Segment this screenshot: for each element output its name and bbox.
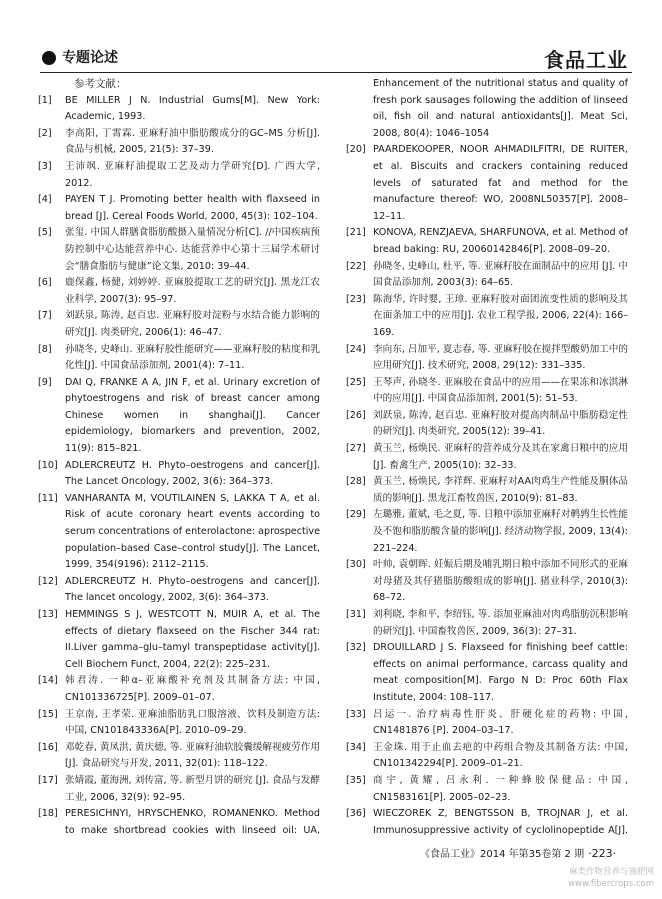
reference-item (38, 458, 320, 491)
reference-item (38, 607, 320, 673)
references-heading: 参考文献： (74, 78, 127, 90)
reference-number: [13] (38, 609, 58, 620)
references-list-left (38, 93, 320, 838)
reference-number: [11] (38, 492, 58, 504)
reference-item (38, 93, 320, 126)
reference-item (346, 507, 628, 557)
reference-item (38, 491, 320, 574)
reference-number: [36] (346, 808, 366, 820)
reference-item (38, 225, 320, 275)
watermark-url: www.fibercrops.com (568, 879, 654, 889)
reference-continuation: Enhancement of the nutritional status and quality of fresh pork sausages following the addition of linseed oil, fish oil and natural antioxidants[J]. Meat Sci, 2008, 80(4): 1046–1054 (373, 78, 628, 139)
reference-number: [4] (38, 194, 52, 206)
reference-item (346, 259, 628, 292)
references-right-column (346, 76, 628, 838)
reference-number: [10] (38, 459, 58, 471)
reference-number: [9] (38, 376, 52, 388)
reference-item (346, 441, 628, 474)
reference-number: [7] (38, 310, 52, 322)
watermark (568, 866, 654, 890)
references-list-right (346, 142, 628, 838)
reference-number: [23] (346, 293, 366, 305)
reference-text: WIECZOREK Z, BENGTSSON B, TROJNAR J, et al. Immunosuppressive activity of cyclolinopeptide A[J]. (373, 808, 628, 836)
header-rule (40, 72, 632, 73)
reference-number: [17] (38, 774, 58, 786)
reference-item (346, 806, 628, 838)
reference-item (346, 607, 628, 640)
reference-item (38, 159, 320, 192)
reference-text: 吕运一. 治疗病毒性肝炎、肝硬化症的药物: 中国, CN1481876 [P]. 2004–03–17. (373, 708, 628, 737)
reference-item (38, 806, 320, 838)
reference-number: [25] (346, 376, 366, 388)
reference-item (346, 640, 628, 706)
reference-number: [33] (346, 708, 366, 720)
reference-number: [18] (38, 808, 58, 820)
reference-number: [2] (38, 127, 52, 139)
reference-text: 黄玉兰, 杨焕民, 李祥辉. 亚麻籽对AA肉鸡生产性能及胴体品质的影响[J]. 黑龙江畜牧兽医, 2010(9): 81–83. (373, 476, 628, 504)
reference-item (38, 673, 320, 706)
reference-number: [27] (346, 443, 366, 455)
reference-item (346, 225, 628, 258)
reference-text: 李高阳, 丁霄霖. 亚麻籽油中脂肪酸成分的GC–MS 分析[J]. 食品与机械, 2005, 21(5): 37–39. (65, 127, 320, 156)
reference-text: DROUILLARD J S. Flaxseed for finishing beef cattle: effects on animal performance, carcass quality and meat composition[M]. Fargo N D: Proc 60th Flax Institute, 2004: 108–117. (373, 642, 628, 703)
reference-text: 王京南, 王孝荣. 亚麻油脂肪乳口服溶液、饮料及制造方法: 中国, CN101843336A[P]. 2010–09–29. (65, 708, 320, 737)
reference-number: [5] (38, 227, 52, 239)
reference-item (38, 707, 320, 740)
reference-text: 王琴声, 孙晓冬. 亚麻胶在食品中的应用——在果冻和冰淇淋中的应用[J]. 中国食品添加剂, 2001(5): 51–53. (373, 376, 628, 405)
reference-number: [34] (346, 741, 366, 753)
reference-text: KONOVA, RENZJAEVA, SHARFUNOVA, et al. Method of bread baking: RU, 20060142846[P]. 2008–09–20. (373, 227, 628, 255)
reference-item (346, 342, 628, 375)
reference-item (346, 474, 628, 507)
reference-text: 黄玉兰, 杨焕民. 亚麻籽的营养成分及其在家禽日粮中的应用[J]. 畜禽生产, 2005(10): 32–33. (373, 443, 628, 471)
reference-item (38, 773, 320, 806)
reference-item (346, 740, 628, 773)
reference-item (346, 375, 628, 408)
section-bullet-icon (42, 51, 56, 65)
reference-number: [16] (38, 741, 58, 753)
reference-number: [6] (38, 277, 52, 289)
reference-text: 张玺. 中国人群膳食脂肪酸摄入量情况分析[C]. //中国疾病预防控制中心达能营养中心. 达能营养中心第十三届学术研讨会“膳食脂肪与健康”论文集, 2010: 39–44. (65, 227, 320, 272)
reference-number: [30] (346, 559, 366, 571)
reference-text: ADLERCREUTZ H. Phyto–oestrogens and cancer[J]. The lancet oncology, 2002, 3(6): 364–373. (65, 575, 320, 604)
reference-number: [26] (346, 409, 366, 421)
journal-issue: 《食品工业》2014 年第35卷第 2 期 (420, 849, 585, 860)
reference-item (38, 375, 320, 458)
reference-number: [12] (38, 575, 58, 587)
reference-text: 刘跃泉, 陈涛, 赵百忠. 亚麻籽胶对提高肉制品中脂肪稳定性的研究[J]. 肉类研究, 2005(12): 39–41. (373, 409, 628, 438)
reference-text: HEMMINGS S J, WESTCOTT N, MUIR A, et al. The effects of dietary flaxseed on the Fischer 344 rat: II.Liver gamma–glu–tamyl transpeptidase activity[J]. Cell Biochem Funct, 2004, 22(2): 225–231. (65, 609, 320, 670)
reference-number: [20] (346, 144, 366, 156)
reference-text: 左璐雅, 董斌, 毛之夏, 等. 日粮中添加亚麻籽对鹌鹑生长性能及不饱和脂肪酸含量的影响[J]. 经济动物学报, 2009, 13(4): 221–224. (373, 509, 628, 554)
reference-item (38, 308, 320, 341)
reference-number: [32] (346, 642, 366, 654)
reference-text: 邓乾春, 黄凤洪, 黄庆德, 等. 亚麻籽油软胶囊缓解视疲劳作用[J]. 食品研究与开发, 2011, 32(01): 118–122. (65, 741, 320, 770)
reference-text: 张婧霞, 董海洲, 刘传富, 等. 新型月饼的研究 [J]. 食品与发酵工业, 2006, 32(9): 92–95. (65, 774, 320, 803)
page-number: ·223· (588, 847, 617, 860)
page-footer (420, 845, 616, 860)
reference-number: [8] (38, 343, 52, 355)
reference-text: BE MILLER J N. Industrial Gums[M]. New York: Academic, 1993. (65, 94, 320, 123)
reference-text: 韩君涛. 一种α–亚麻酸补充剂及其制备方法: 中国, CN101336725[P]. 2009–01–07. (65, 675, 320, 703)
reference-text: VANHARANTA M, VOUTILAINEN S, LAKKA T A, et al. Risk of acute coronary heart events according to serum concentrations of enterolactone: aprospective population–based Case–control study[J]. The Lancet, 1999, 354(9196): 2112–2115. (65, 492, 320, 571)
reference-number: [35] (346, 774, 366, 786)
reference-number: [21] (346, 227, 366, 239)
reference-text: 李向东, 吕加平, 夏志春, 等. 亚麻籽胶在搅拌型酸奶加工中的应用研究[J]. 技术研究, 2008, 29(12): 331–335. (373, 343, 628, 372)
reference-text: PAYEN T J. Promoting better health with flaxseed in bread [J]. Cereal Foods World, 2000, 45(3): 102–104. (65, 194, 320, 222)
watermark-site-name: 麻类作物营养与施肥网 (568, 867, 654, 877)
reference-text: 商宇, 黄耀, 吕永利. 一种蜂胶保健品: 中国, CN1583161[P]. 2005–02–23. (373, 774, 628, 803)
reference-item (38, 192, 320, 225)
reference-text: 孙晓冬, 史峰山. 亚麻籽胶性能研究——亚麻籽胶的粘度和乳化性[J]. 中国食品添加剂, 2001(4): 7–11. (65, 343, 320, 372)
references-left-column (38, 76, 320, 838)
reference-text: PERESICHNYI, HRYSCHENKO, ROMANENKO. Method to make shortbread cookies with linseed oil: UA, (65, 808, 320, 836)
reference-number: [29] (346, 509, 366, 521)
journal-logo: 食品工业 (544, 48, 628, 72)
page-header (40, 48, 630, 72)
reference-item (346, 773, 628, 806)
reference-item (346, 557, 628, 607)
reference-text: ADLERCREUTZ H. Phyto–oestrogens and cancer[J]. The Lancet Oncology, 2002, 3(6): 364–373. (65, 459, 320, 488)
reference-item (346, 408, 628, 441)
reference-text: 刘跃泉, 陈涛, 赵百忠. 亚麻籽胶对淀粉与水结合能力影响的研究[J]. 肉类研究, 2006(1): 46–47. (65, 310, 320, 338)
reference-item (346, 707, 628, 740)
reference-number: [1] (38, 94, 52, 106)
reference-text: PAARDEKOOPER, NOOR AHMADILFITRI, DE RUITER, et al. Biscuits and crackers containing reduced levels of saturated fat and method for the manufacture thereof: WO, 2008NL50357[P]. 2008–12–11. (373, 144, 628, 222)
reference-item (346, 142, 628, 225)
reference-item (38, 126, 320, 159)
reference-text: 刘利晓, 李和平, 李绍钰, 等. 添加亚麻油对肉鸡脂肪沉积影响的研究[J]. 中国畜牧兽医, 2009, 36(3): 27–31. (373, 609, 628, 637)
reference-number: [28] (346, 476, 366, 488)
reference-number: [31] (346, 609, 366, 620)
reference-item (38, 342, 320, 375)
reference-text: 孙晓冬, 史峰山, 杜平, 等. 亚麻籽胶在面制品中的应用 [J]. 中国食品添加剂, 2003(3): 64–65. (373, 260, 628, 289)
reference-text: 王金珠. 用于止血去疤的中药组合物及其制备方法: 中国, CN101342294[P]. 2009–01–21. (373, 741, 628, 770)
reference-number: [15] (38, 708, 58, 720)
reference-text: 鹿保鑫, 杨健, 刘婷婷. 亚麻胶提取工艺的研究[J]. 黑龙江农业科学, 2007(3): 95–97. (65, 277, 320, 305)
reference-text: 叶帅, 袁朝晖. 妊娠后期及哺乳期日粮中添加不同形式的亚麻对母猪及其仔猪脂肪酸组成的影响[J]. 猪业科学, 2010(3): 68–72. (373, 559, 628, 604)
reference-number: [3] (38, 160, 52, 172)
reference-number: [24] (346, 343, 366, 355)
reference-number: [14] (38, 675, 58, 687)
reference-text: 陈海华, 许时婴, 王璋. 亚麻籽胶对面团流变性质的影响及其在面条加工中的应用[J]. 农业工程学报, 2006, 22(4): 166–169. (373, 293, 628, 338)
reference-text: DAI Q, FRANKE A A, JIN F, et al. Urinary excretion of phytoestrogens and risk of breast cancer among Chinese women in shanghai[J]. Cancer epidemiology, biomarkers and prevention, 2002, 11(9): 815–821. (65, 376, 320, 455)
reference-item (38, 740, 320, 773)
reference-item (38, 275, 320, 308)
reference-item (346, 292, 628, 342)
section-title: 专题论述 (62, 50, 118, 66)
reference-text: 王沛飒. 亚麻籽油提取工艺及动力学研究[D]. 广西大学, 2012. (65, 160, 320, 189)
reference-number: [22] (346, 260, 366, 272)
reference-item (38, 574, 320, 607)
